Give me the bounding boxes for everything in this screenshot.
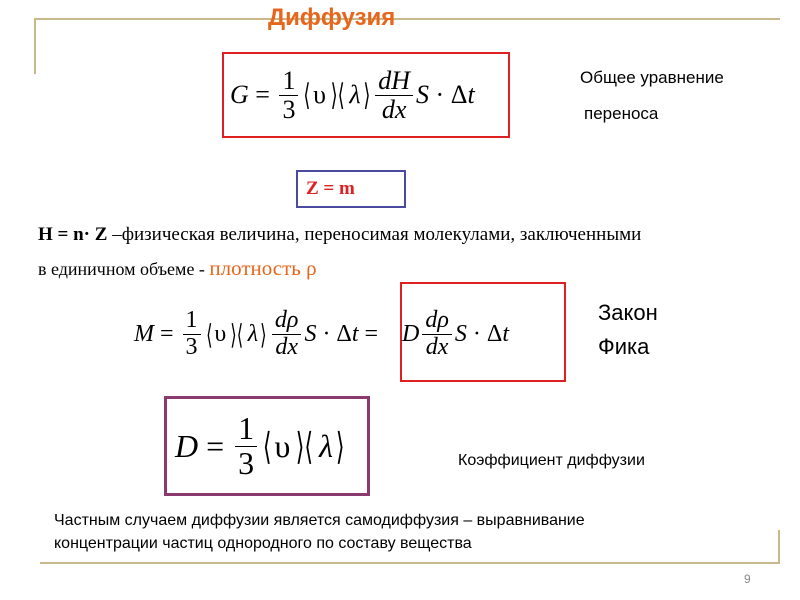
decor-top-line <box>34 18 780 20</box>
h-definition-line-2 <box>38 256 317 281</box>
decor-left-line <box>34 18 36 74</box>
general-equation-box <box>222 52 510 138</box>
decor-bottom-line <box>40 562 780 564</box>
slide-title: Диффузия <box>268 4 396 31</box>
z-equation-box <box>296 170 406 208</box>
density-text: плотность ρ <box>209 256 317 280</box>
fick-law-equation: D $\frac{d\rho}{dx}$ S · Δ t <box>402 307 509 360</box>
fick-law-label-2: Фика <box>598 334 650 359</box>
z-equation: Z = m <box>306 178 355 199</box>
general-equation-label-2: переноса <box>584 104 659 123</box>
diffusion-coefficient-equation: D = $\frac{1}{3}$ ⟨ υ ⟩⟨ λ ⟩ <box>175 409 345 481</box>
bottom-text-line-1: Частным случаем диффузии является самодиффузия – выравнивание <box>54 512 585 529</box>
h-definition-line-1 <box>38 224 641 246</box>
bottom-text-line-2: концентрации частиц однородного по составу вещества <box>54 535 472 552</box>
page-number: 9 <box>744 572 751 586</box>
mass-flux-equation: M = $\frac{1}{3}$ ⟨ υ ⟩⟨ λ ⟩ $\frac{d\rho}{dx}$ S · Δ t = <box>134 307 385 360</box>
diffusion-coefficient-label: Коэффициент диффузии <box>458 452 645 469</box>
h-formula: H = n· Z <box>38 224 108 245</box>
general-equation-label-1: Общее уравнение <box>580 68 724 87</box>
general-equation: G = $\frac{1}{3}$ ⟨ υ ⟩⟨ λ ⟩ $\frac{dH}{dx}$ S · Δ t <box>230 66 475 124</box>
h-definition-text: –физическая величина, переносимая молекулами, заключенными <box>107 224 642 245</box>
fick-law-label-1: Закон <box>598 300 658 325</box>
h-definition-text-2: в единичном объеме - <box>38 259 210 279</box>
diffusion-coefficient-box <box>164 396 370 496</box>
decor-right-line <box>778 530 780 564</box>
